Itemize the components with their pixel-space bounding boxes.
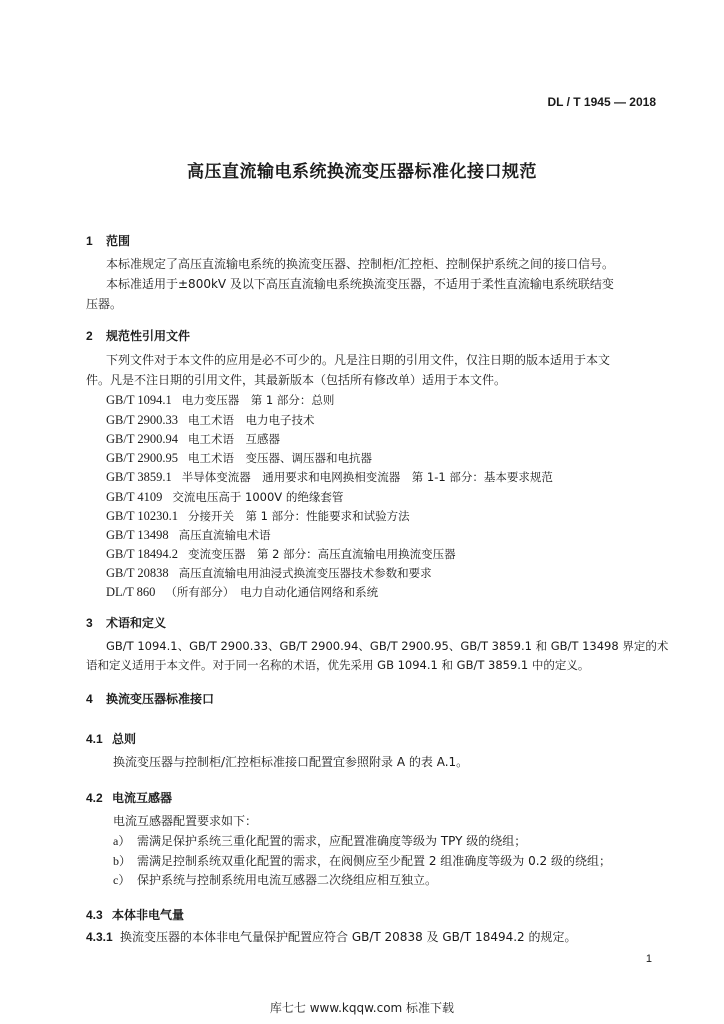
paragraph-text: 换流变压器的本体非电气量保护配置应符合 GB/T 20838 及 GB/T 18494.2 的规定。	[120, 930, 577, 944]
section-3-paragraph: GB/T 1094.1、GB/T 2900.33、GB/T 2900.94、GB/T 2900.95、GB/T 3859.1 和 GB/T 13498 界定的术	[106, 639, 669, 653]
page-number: 1	[645, 953, 652, 965]
reference-code: GB/T 20838	[106, 566, 169, 580]
reference-item	[106, 527, 271, 543]
section-number: 4.3	[86, 908, 103, 922]
reference-item	[106, 508, 410, 524]
section-title: 本体非电气量	[112, 908, 185, 922]
document-code: DL / T 1945 — 2018	[547, 95, 656, 109]
reference-item	[106, 469, 553, 485]
reference-code: GB/T 2900.94	[106, 432, 178, 446]
reference-code: GB/T 13498	[106, 528, 169, 542]
list-text: 保护系统与控制系统用电流互感器二次绕组应相互独立。	[137, 873, 438, 887]
subsection-4-2-heading	[86, 789, 172, 806]
list-marker: a）	[113, 834, 131, 848]
reference-name: （所有部分） 电力自动化通信网络和系统	[165, 585, 379, 599]
reference-item	[106, 565, 432, 581]
reference-code: GB/T 10230.1	[106, 509, 178, 523]
section-title: 术语和定义	[106, 616, 167, 630]
section-number: 4.3.1	[86, 930, 113, 944]
list-marker: c）	[113, 873, 131, 887]
reference-item	[106, 584, 378, 600]
list-marker: b）	[113, 854, 132, 868]
subsection-4-3-heading	[86, 906, 184, 923]
section-number: 1	[86, 234, 93, 248]
section-2-paragraph: 下列文件对于本文件的应用是必不可少的。凡是注日期的引用文件，仅注日期的版本适用于本文	[106, 353, 611, 367]
reference-code: GB/T 2900.33	[106, 413, 178, 427]
reference-item	[106, 489, 343, 505]
section-title: 电流互感器	[112, 791, 173, 805]
document-title: 高压直流输电系统换流变压器标准化接口规范	[187, 162, 537, 182]
reference-code: GB/T 3859.1	[106, 470, 172, 484]
reference-name: 电工术语 互感器	[188, 432, 280, 446]
section-title: 总则	[112, 732, 137, 746]
reference-name: 高压直流输电用油浸式换流变压器技术参数和要求	[178, 566, 432, 580]
list-item	[113, 871, 437, 888]
list-text: 需满足保护系统三重化配置的需求，应配置准确度等级为 TPY 级的绕组；	[137, 834, 527, 848]
subsection-4-2-intro: 电流互感器配置要求如下：	[113, 814, 258, 828]
reference-code: GB/T 4109	[106, 490, 163, 504]
section-1-paragraph: 压器。	[86, 297, 123, 311]
reference-code: GB/T 2900.95	[106, 451, 178, 465]
reference-item	[106, 412, 315, 428]
section-3-heading	[86, 614, 166, 631]
reference-name: 半导体变流器 通用要求和电网换相变流器 第 1-1 部分：基本要求规范	[181, 470, 553, 484]
section-2-paragraph: 件。凡是不注日期的引用文件，其最新版本（包括所有修改单）适用于本文件。	[86, 373, 507, 387]
section-number: 4	[86, 692, 93, 706]
reference-name: 电工术语 电力电子技术	[188, 413, 315, 427]
reference-item	[106, 392, 334, 408]
reference-name: 高压直流输电术语	[178, 528, 271, 542]
section-number: 4.2	[86, 791, 103, 805]
subsection-4-3-1-paragraph	[86, 929, 577, 946]
section-number: 4.1	[86, 732, 103, 746]
reference-item	[106, 546, 456, 562]
section-4-heading	[86, 690, 214, 707]
section-1-paragraph: 本标准规定了高压直流输电系统的换流变压器、控制柜/汇控柜、控制保护系统之间的接口信号。	[106, 257, 615, 271]
subsection-4-1-heading	[86, 730, 136, 747]
section-2-heading	[86, 327, 190, 344]
reference-name: 电工术语 变压器、调压器和电抗器	[188, 451, 372, 465]
section-1-paragraph: 本标准适用于±800kV 及以下高压直流输电系统换流变压器，不适用于柔性直流输电系统联结变	[106, 277, 614, 291]
subsection-4-1-paragraph: 换流变压器与控制柜/汇控柜标准接口配置宜参照附录 A 的表 A.1。	[113, 755, 469, 769]
section-number: 2	[86, 329, 93, 343]
section-title: 换流变压器标准接口	[106, 692, 215, 706]
reference-item	[106, 450, 372, 466]
reference-code: DL/T 860	[106, 585, 156, 599]
reference-name: 分接开关 第 1 部分：性能要求和试验方法	[188, 509, 410, 523]
watermark-text: 库七七 www.kqqw.com 标准下载	[269, 1001, 455, 1015]
section-title: 范围	[106, 234, 131, 248]
reference-name: 变流变压器 第 2 部分：高压直流输电用换流变压器	[188, 547, 456, 561]
reference-code: GB/T 18494.2	[106, 547, 178, 561]
reference-name: 电力变压器 第 1 部分：总则	[181, 393, 335, 407]
list-text: 需满足控制系统双重化配置的需求，在阀侧应至少配置 2 组准确度等级为 0.2 级的绕组；	[137, 854, 611, 868]
section-number: 3	[86, 616, 93, 630]
section-1-heading	[86, 232, 130, 249]
section-title: 规范性引用文件	[106, 329, 191, 343]
reference-item	[106, 431, 280, 447]
list-item	[113, 852, 611, 869]
reference-name: 交流电压高于 1000V 的绝缘套管	[172, 490, 344, 504]
section-3-paragraph: 语和定义适用于本文件。对于同一名称的术语，优先采用 GB 1094.1 和 GB/T 3859.1 中的定义。	[86, 658, 590, 672]
list-item	[113, 832, 526, 849]
reference-code: GB/T 1094.1	[106, 393, 172, 407]
